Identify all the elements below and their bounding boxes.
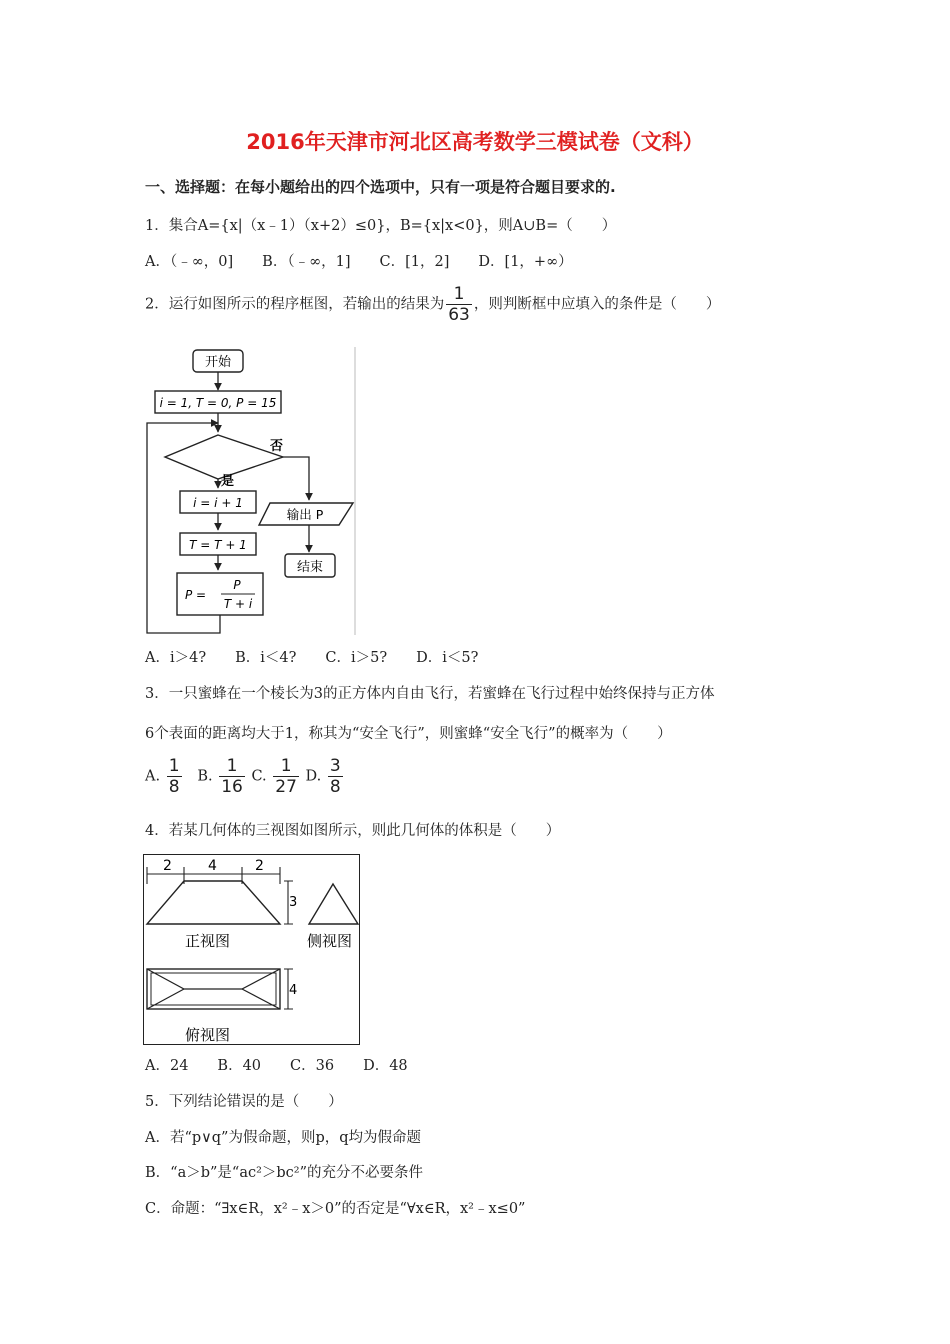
q3-option-d-label: D.: [305, 768, 322, 785]
dim-depth-label: 4: [289, 983, 298, 998]
dim-right-label: 2: [255, 858, 264, 874]
flow-init-text: i = 1, T = 0, P = 15: [159, 396, 277, 410]
q1-stem: 1．集合A={x|（x﹣1）（x+2）≤0}，B={x|x<0}，则A∪B=（ ）: [145, 218, 617, 234]
q3-d-num: 3: [329, 756, 341, 776]
q3-c-num: 1: [273, 756, 299, 777]
flow-end-text: 结束: [296, 560, 324, 575]
q3-option-b-frac: [219, 756, 245, 797]
flow-no-label: 否: [270, 439, 284, 454]
flow-step3-den: T + i: [223, 597, 253, 611]
q3-option-c-frac: [273, 756, 299, 797]
q2-stem: [145, 284, 720, 325]
q3-line1: 3．一只蜜蜂在一个棱长为3的正方体内自由飞行，若蜜蜂在飞行过程中始终保持与正方体: [145, 686, 715, 702]
q3-b-num: 1: [219, 756, 245, 777]
q3-b-den: 16: [221, 777, 243, 797]
side-view-label: 侧视图: [307, 932, 353, 950]
q4-options: A．24 B．40 C．36 D．48: [145, 1058, 408, 1074]
flow-output-text: 输出 P: [286, 507, 324, 522]
dim-mid-label: 4: [208, 858, 217, 874]
dim-height-label: 3: [289, 895, 298, 910]
flow-step2-text: T = T + 1: [189, 538, 247, 552]
flow-step3-num: P: [233, 578, 241, 592]
flow-step1-text: i = i + 1: [193, 496, 243, 510]
q3-option-a-label: A.: [145, 768, 161, 785]
q3-option-c-label: C.: [251, 768, 267, 785]
section-heading: 一、选择题：在每小题给出的四个选项中，只有一项是符合题目要求的.: [145, 178, 616, 196]
three-view-figure: [143, 854, 361, 1046]
flowchart-figure: [143, 345, 359, 637]
q5-stem: 5．下列结论错误的是（ ）: [145, 1094, 343, 1110]
q3-d-den: 8: [329, 777, 341, 797]
q5-option-b: B．“a＞b”是“ac²＞bc²”的充分不必要条件: [145, 1165, 424, 1181]
q2-stem-after: ，则判断框中应填入的条件是（ ）: [473, 296, 721, 313]
q3-options: [145, 756, 345, 797]
flow-decision-diamond: [165, 435, 283, 479]
q2-stem-before: 2．运行如图所示的程序框图，若输出的结果为: [145, 296, 445, 313]
q1-options: A．（﹣∞，0] B．（﹣∞，1] C．[1，2] D．[1，+∞）: [145, 254, 573, 270]
top-view-label: 俯视图: [185, 1026, 231, 1044]
dim-left-label: 2: [163, 858, 172, 874]
q2-options: A．i＞4? B．i＜4? C．i＞5? D．i＜5?: [145, 650, 479, 666]
q3-option-b-label: B.: [197, 768, 213, 785]
q2-frac-den: 63: [448, 305, 470, 325]
q2-frac-num: 1: [446, 284, 472, 305]
q3-line2: 6个表面的距离均大于1，称其为“安全飞行”，则蜜蜂“安全飞行”的概率为（ ）: [145, 726, 672, 742]
q3-a-num: 1: [168, 756, 180, 776]
flow-yes-label: 是: [221, 474, 235, 489]
flow-start-text: 开始: [204, 355, 232, 370]
flow-step3-lhs: P =: [185, 588, 207, 602]
page-title: 2016年天津市河北区高考数学三模试卷（文科）: [246, 130, 704, 154]
q2-fraction: [446, 284, 472, 325]
q3-option-a-frac: [167, 756, 182, 797]
q5-option-c: C．命题：“∃x∈R，x²﹣x＞0”的否定是“∀x∈R，x²﹣x≤0”: [145, 1201, 526, 1217]
front-view-label: 正视图: [185, 932, 231, 950]
q5-option-a: A．若“p∨q”为假命题，则p，q均为假命题: [145, 1130, 422, 1146]
q3-a-den: 8: [168, 777, 180, 797]
q3-option-d-frac: [328, 756, 343, 797]
q4-stem: 4．若某几何体的三视图如图所示，则此几何体的体积是（ ）: [145, 823, 561, 839]
q3-c-den: 27: [275, 777, 297, 797]
